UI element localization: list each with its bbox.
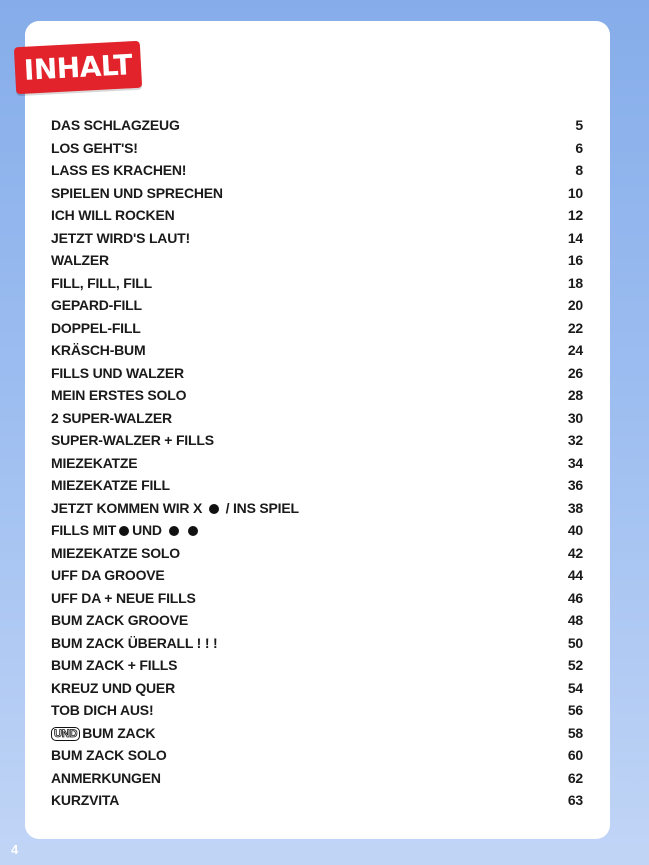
toc-title: JETZT WIRD'S LAUT! — [51, 229, 190, 246]
toc-page-number: 14 — [567, 229, 583, 246]
toc-page-number: 52 — [567, 657, 583, 673]
toc-title-part: BUM ZACK — [82, 724, 156, 741]
toc-row-kurzvita[interactable] — [51, 789, 583, 812]
toc-title: ICH WILL ROCKEN — [51, 207, 175, 223]
toc-page-number: 30 — [567, 409, 583, 426]
toc-page-number: 36 — [567, 477, 583, 493]
toc-row-miezekatze-solo[interactable] — [51, 542, 583, 565]
toc-page-number: 8 — [575, 162, 583, 178]
toc-title: GEPARD-FILL — [51, 297, 142, 313]
toc-row-ich-will-rocken[interactable] — [51, 204, 583, 227]
toc-title: WALZER — [51, 252, 109, 268]
filled-circle-icon — [188, 526, 198, 536]
toc-row-kraesch-bum[interactable] — [51, 339, 583, 362]
toc-title: MIEZEKATZE SOLO — [51, 544, 180, 561]
toc-title: KRÄSCH-BUM — [51, 342, 146, 358]
toc-title — [51, 722, 155, 745]
toc-page-number: 24 — [567, 342, 583, 358]
toc-row-los-gehts[interactable] — [51, 137, 583, 160]
toc-title: LOS GEHT'S! — [51, 139, 138, 156]
filled-circle-icon — [209, 504, 219, 514]
toc-title: MEIN ERSTES SOLO — [51, 387, 187, 403]
toc-title: SPIELEN UND SPRECHEN — [51, 184, 223, 201]
toc-row-bum-zack-groove[interactable] — [51, 609, 583, 632]
page-number: 4 — [11, 842, 19, 857]
toc-title-part: JETZT KOMMEN WIR X — [51, 499, 203, 516]
toc-page-number: 58 — [567, 724, 583, 741]
toc-title: 2 SUPER-WALZER — [51, 409, 172, 426]
toc-title: DOPPEL-FILL — [51, 319, 141, 336]
toc-row-doppel-fill[interactable] — [51, 317, 583, 340]
toc-page-number: 54 — [567, 679, 583, 696]
toc-row-spielen-und-sprechen[interactable] — [51, 182, 583, 205]
toc-page-number: 60 — [567, 747, 583, 763]
title-badge — [14, 41, 142, 95]
toc-page-number: 28 — [567, 387, 583, 403]
toc-page-number: 42 — [567, 544, 583, 561]
toc-title: MIEZEKATZE FILL — [51, 477, 170, 493]
toc-row-lass-es-krachen[interactable] — [51, 159, 583, 182]
toc-row-miezekatze[interactable] — [51, 452, 583, 475]
toc-row-jetzt-kommen-wir[interactable] — [51, 497, 583, 520]
toc-row-und-bum-zack[interactable] — [51, 722, 583, 745]
toc-page-number: 16 — [567, 252, 583, 268]
toc-title: MIEZEKATZE — [51, 454, 138, 471]
toc-row-bum-zack-solo[interactable] — [51, 744, 583, 767]
toc-page-number: 5 — [575, 117, 583, 133]
toc-row-mein-erstes-solo[interactable] — [51, 384, 583, 407]
toc-page-number: 56 — [567, 702, 583, 718]
toc-page-number: 26 — [567, 364, 583, 381]
toc-page-number: 10 — [567, 184, 583, 201]
toc-title: TOB DICH AUS! — [51, 702, 154, 718]
toc-page-number: 44 — [567, 567, 583, 583]
toc-title — [51, 497, 299, 520]
toc-page-number: 34 — [567, 454, 583, 471]
toc-title: LASS ES KRACHEN! — [51, 162, 187, 178]
toc-page-number: 12 — [567, 207, 583, 223]
toc-row-kreuz-und-quer[interactable] — [51, 677, 583, 700]
toc-page-number: 20 — [567, 297, 583, 313]
toc-page-number: 48 — [567, 612, 583, 628]
toc-row-fills-mit[interactable] — [51, 519, 583, 542]
toc-page-number: 38 — [567, 499, 583, 516]
toc-page-number: 50 — [567, 634, 583, 651]
toc-row-2-super-walzer[interactable] — [51, 407, 583, 430]
toc-row-jetzt-wirds-laut[interactable] — [51, 227, 583, 250]
toc-row-gepard-fill[interactable] — [51, 294, 583, 317]
toc-page-number: 40 — [567, 522, 583, 538]
toc-title: BUM ZACK SOLO — [51, 747, 167, 763]
toc-row-miezekatze-fill[interactable] — [51, 474, 583, 497]
page-title: INHALT — [23, 48, 133, 87]
toc-page-number: 22 — [567, 319, 583, 336]
toc-page-number: 32 — [567, 432, 583, 448]
toc-title: DAS SCHLAGZEUG — [51, 117, 180, 133]
toc-title: FILL, FILL, FILL — [51, 274, 152, 291]
toc-title: FILLS UND WALZER — [51, 364, 184, 381]
toc-row-bum-zack-fills[interactable] — [51, 654, 583, 677]
toc-title — [51, 519, 201, 542]
toc-title-part: / INS SPIEL — [225, 499, 299, 516]
toc-title: ANMERKUNGEN — [51, 769, 161, 786]
toc-title: KURZVITA — [51, 792, 120, 808]
toc-title: BUM ZACK GROOVE — [51, 612, 189, 628]
toc-title: BUM ZACK ÜBERALL ! ! ! — [51, 634, 218, 651]
toc-page-number: 63 — [567, 792, 583, 808]
toc-row-walzer[interactable] — [51, 249, 583, 272]
toc-title: UFF DA GROOVE — [51, 567, 165, 583]
toc-page-number: 62 — [567, 769, 583, 786]
toc-row-uff-da-neue-fills[interactable] — [51, 587, 583, 610]
toc-title: SUPER-WALZER + FILLS — [51, 432, 214, 448]
filled-circle-icon — [119, 526, 129, 536]
toc-page-number: 6 — [575, 139, 583, 156]
toc-title-part: FILLS MIT — [51, 522, 117, 538]
toc-row-fill-fill-fill[interactable] — [51, 272, 583, 295]
toc-title: UFF DA + NEUE FILLS — [51, 589, 196, 606]
toc-row-das-schlagzeug[interactable] — [51, 114, 583, 137]
toc-row-anmerkungen[interactable] — [51, 767, 583, 790]
toc-title: KREUZ UND QUER — [51, 679, 175, 696]
toc-row-bum-zack-ueberall[interactable] — [51, 632, 583, 655]
toc-row-tob-dich-aus[interactable] — [51, 699, 583, 722]
toc-page-number: 18 — [567, 274, 583, 291]
toc-row-uff-da-groove[interactable] — [51, 564, 583, 587]
toc-row-fills-und-walzer[interactable] — [51, 362, 583, 385]
outlined-und-label: UND — [51, 727, 80, 741]
toc-title: BUM ZACK + FILLS — [51, 657, 178, 673]
toc-row-super-walzer-fills[interactable] — [51, 429, 583, 452]
toc-page-number: 46 — [567, 589, 583, 606]
table-of-contents — [51, 114, 583, 812]
filled-circle-icon — [169, 526, 179, 536]
toc-title-part: UND — [132, 522, 162, 538]
